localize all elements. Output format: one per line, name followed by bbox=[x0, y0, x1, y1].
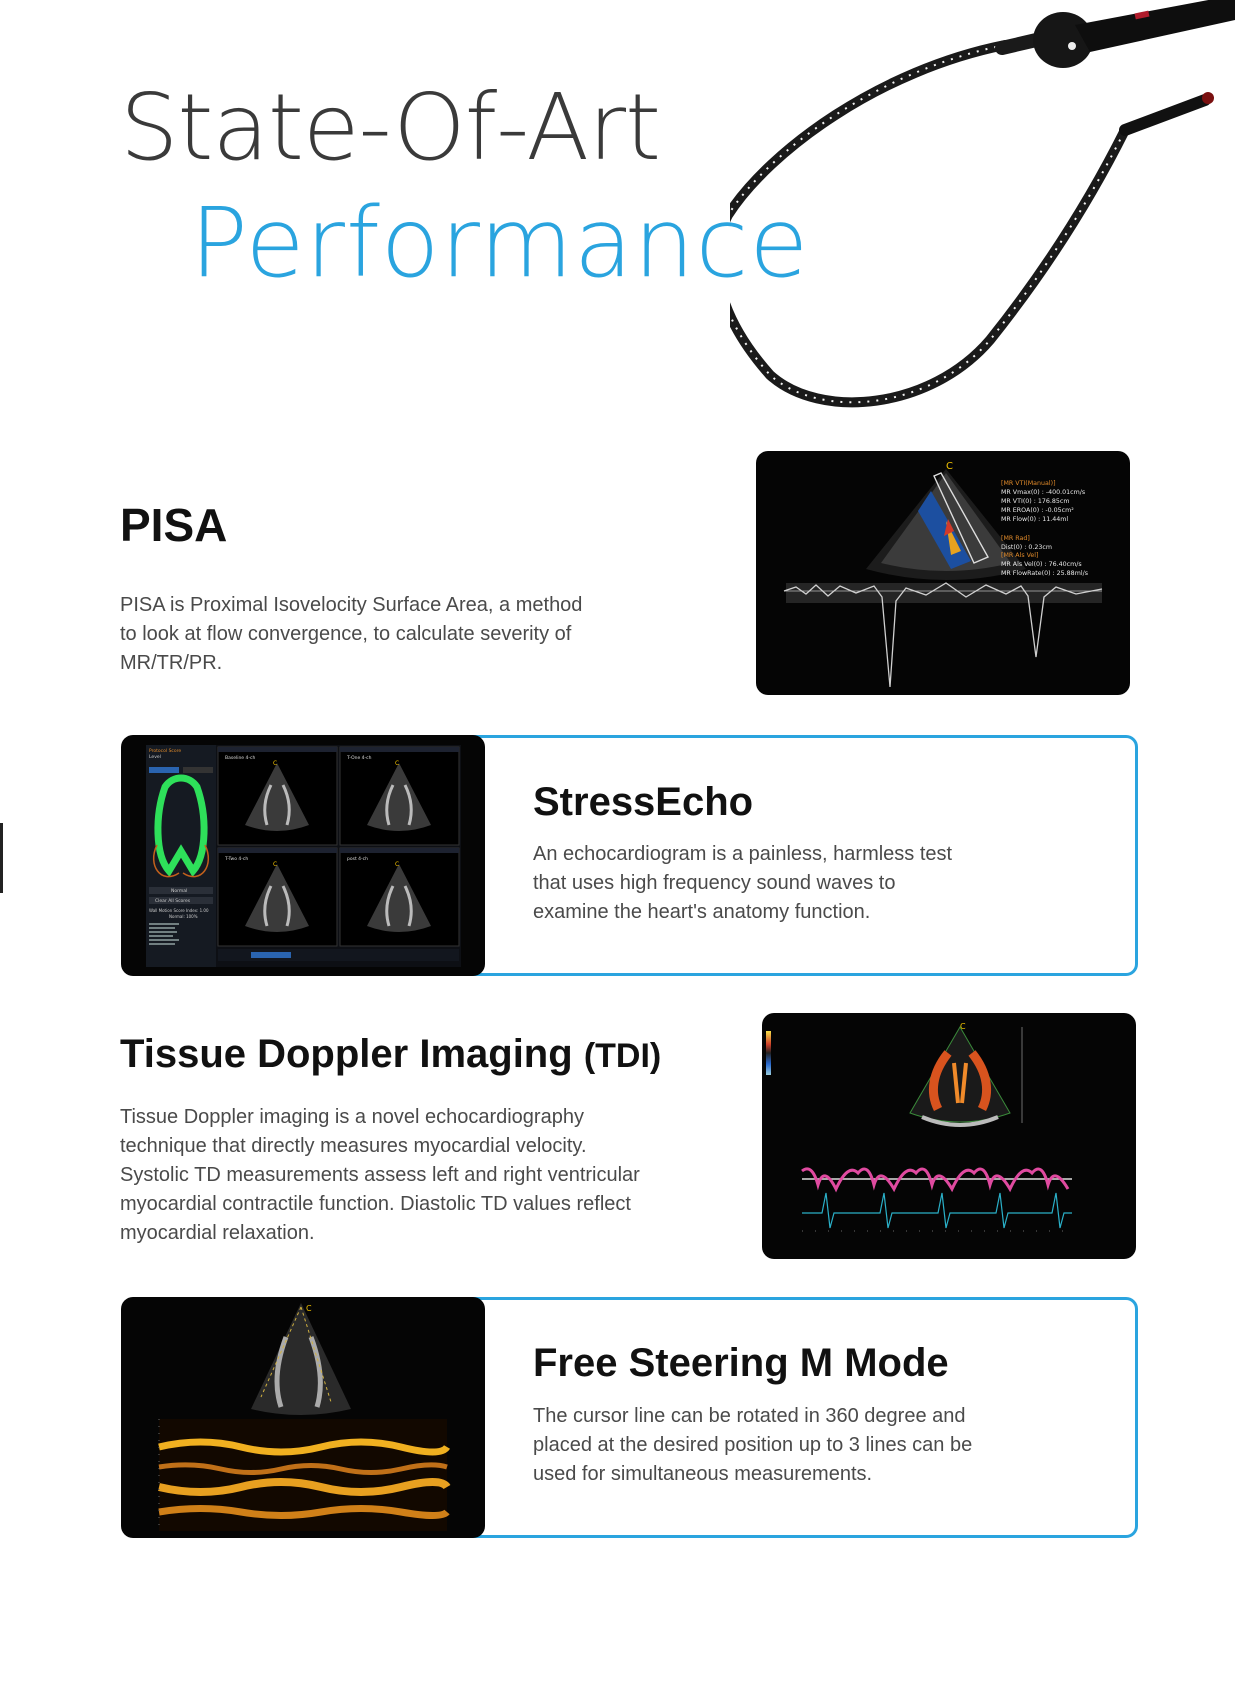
pisa-readout-mr-flow: MR Flow(0) : 11.44ml bbox=[1001, 516, 1069, 523]
stressecho-sidebar-text-wmsi: Wall Motion Score Index: 1.00 bbox=[149, 908, 209, 913]
pisa-readout-mr-vmax: MR Vmax(0) : -400.01cm/s bbox=[1001, 489, 1086, 496]
svg-text:C: C bbox=[960, 1022, 966, 1031]
tdi-heading-suffix: (TDI) bbox=[583, 1037, 662, 1075]
mmode-description-line: used for simultaneous measurements. bbox=[533, 1463, 873, 1485]
stressecho-quadrant-2 bbox=[340, 747, 459, 845]
pisa-readout-dist: Dist(0) : 0.23cm bbox=[1001, 544, 1053, 551]
page-title-line1: State-Of-Art bbox=[120, 74, 661, 181]
stressecho-description-line: examine the heart's anatomy function. bbox=[533, 901, 871, 923]
pisa-readout-mr-als-header: [MR Als Vel] bbox=[1001, 552, 1039, 559]
tdi-description-line: myocardial relaxation. bbox=[120, 1222, 315, 1244]
svg-text:C: C bbox=[273, 861, 278, 868]
ultrasound-probe-icon bbox=[730, 0, 1235, 420]
stressecho-description-line: An echocardiogram is a painless, harmless test bbox=[533, 843, 953, 865]
tdi-image bbox=[762, 1013, 1136, 1259]
mmode-description-line: The cursor line can be rotated in 360 degree and bbox=[533, 1405, 966, 1427]
pisa-heading: PISA bbox=[120, 499, 228, 551]
pisa-image bbox=[756, 451, 1130, 695]
mmode-description bbox=[533, 1402, 972, 1489]
stressecho-quadrant-3 bbox=[218, 848, 337, 946]
mmode-image bbox=[121, 1297, 485, 1538]
stressecho-description bbox=[533, 840, 952, 927]
svg-text:C: C bbox=[395, 760, 400, 767]
pisa-readout-mr-vti-header: [MR VTI(Manual)] bbox=[1001, 480, 1056, 487]
stressecho-description-line: that uses high frequency sound waves to bbox=[533, 872, 896, 894]
tdi-description-line: myocardial contractile function. Diastolic TD values reflect bbox=[120, 1193, 631, 1215]
tdi-description bbox=[120, 1103, 640, 1248]
tdi-scan-graphic bbox=[762, 1013, 1136, 1259]
stressecho-sidebar-text-level: Level bbox=[149, 755, 161, 760]
stressecho-quadrant-4-label: post 4-ch bbox=[347, 857, 368, 862]
stressecho-quadrant-1-label: Baseline 4-ch bbox=[225, 756, 256, 761]
stressecho-quadrant-1 bbox=[218, 747, 337, 845]
pisa-readout-mr-rad-header: [MR Rad] bbox=[1001, 535, 1030, 542]
stressecho-sidebar-text-normal: Normal bbox=[171, 889, 188, 894]
stressecho-sidebar-text-normal-pct: Normal: 100% bbox=[169, 914, 198, 919]
stressecho-quadrant-3-label: T-Two 4-ch bbox=[225, 857, 249, 862]
page-edge-mark bbox=[0, 823, 3, 893]
mmode-description-line: placed at the desired position up to 3 lines can be bbox=[533, 1434, 973, 1456]
page-title-line2: Performance bbox=[190, 187, 810, 299]
pisa-description: PISA is Proximal Isovelocity Surface Area, a method to look at flow convergence, to calculate severity of MR/TR/PR. bbox=[120, 594, 583, 674]
stressecho-quadrant-4 bbox=[340, 848, 459, 946]
pisa-readout-mr-eroa: MR EROA(0) : -0.05cm² bbox=[1001, 507, 1074, 514]
stressecho-image bbox=[121, 735, 485, 976]
svg-text:C: C bbox=[273, 760, 278, 767]
svg-text:C: C bbox=[306, 1304, 312, 1313]
svg-text:C: C bbox=[395, 861, 400, 868]
stressecho-heading: StressEcho bbox=[533, 780, 754, 824]
stressecho-sidebar-text-clear: Clear All Scores bbox=[155, 899, 191, 904]
pisa-readout-mr-vti: MR VTI(0) : 176.85cm bbox=[1001, 498, 1070, 505]
tdi-heading-main: Tissue Doppler Imaging bbox=[120, 1032, 573, 1076]
mmode-scan-graphic bbox=[121, 1297, 485, 1538]
stressecho-scan-graphic bbox=[121, 735, 485, 976]
pisa-readout-mr-als-vel: MR Als Vel(0) : 76.40cm/s bbox=[1001, 561, 1082, 568]
svg-text:C: C bbox=[946, 461, 953, 472]
tdi-description-line: technique that directly measures myocardial velocity. bbox=[120, 1135, 587, 1157]
tdi-description-line: Tissue Doppler imaging is a novel echocardiography bbox=[120, 1106, 584, 1128]
mmode-heading: Free Steering M Mode bbox=[533, 1341, 949, 1385]
pisa-scan-graphic bbox=[756, 451, 1130, 695]
tdi-description-line: Systolic TD measurements assess left and right ventricular bbox=[120, 1164, 640, 1186]
tdi-heading bbox=[120, 1034, 661, 1074]
stressecho-sidebar-text-protocol: Protocol Score bbox=[149, 749, 182, 754]
stressecho-quadrant-2-label: T-One 4-ch bbox=[347, 756, 372, 761]
pisa-readout-mr-flow-rate: MR FlowRate(0) : 25.88ml/s bbox=[1001, 570, 1088, 577]
